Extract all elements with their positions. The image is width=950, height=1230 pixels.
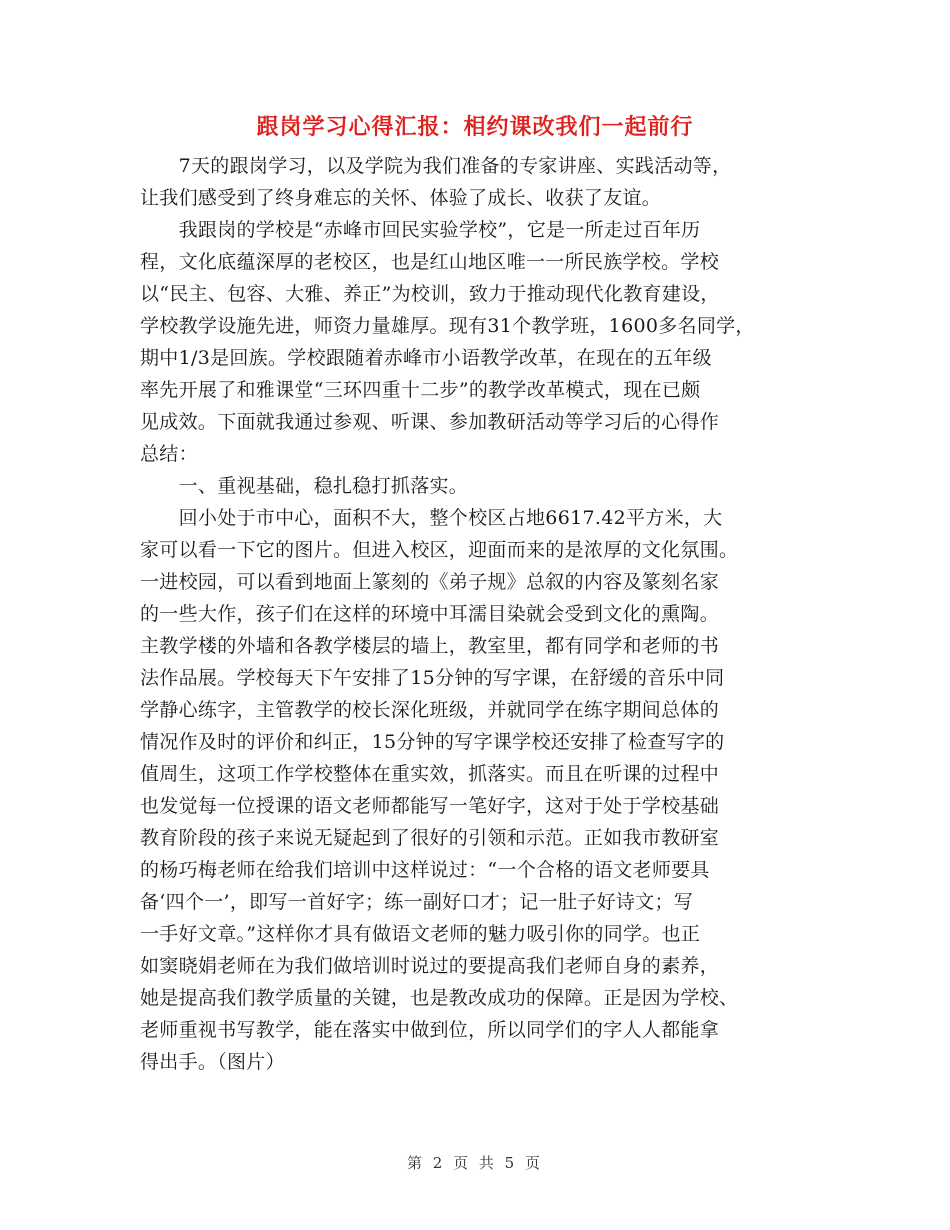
paragraph-line: 备‘四个一’，即写一首好字；练一副好口才；记一肚子好诗文；写 — [140, 891, 694, 913]
paragraph-line: 我跟岗的学校是“赤峰市回民实验学校”，它是一所走过百年历 — [140, 219, 701, 241]
paragraph-line: 期中1/3是回族。学校跟随着赤峰市小语教学改革，在现在的五年级 — [140, 347, 712, 369]
paragraph-line: 主教学楼的外墙和各教学楼层的墙上，教室里，都有同学和老师的书 — [140, 635, 720, 657]
paragraph-line: 法作品展。学校每天下午安排了15分钟的写字课，在舒缓的音乐中同 — [140, 667, 725, 689]
paragraph-line: 一进校园，可以看到地面上篆刻的《弟子规》总叙的内容及篆刻名家 — [140, 571, 720, 593]
paragraph-line: 程，文化底蕴深厚的老校区，也是红山地区唯一一所民族学校。学校 — [140, 251, 720, 273]
page-footer: 第 2 页 共 5 页 — [407, 1154, 543, 1172]
paragraph-line: 率先开展了和雅课堂“三环四重十二步”的教学改革模式，现在已颇 — [140, 379, 701, 401]
paragraph-line: 的杨巧梅老师在给我们培训中这样说过：“一个合格的语文老师要具 — [140, 859, 710, 881]
paragraph-line: 老师重视书写教学，能在落实中做到位，所以同学们的字人人都能拿 — [140, 1019, 720, 1041]
paragraph-line: 家可以看一下它的图片。但进入校区，迎面而来的是浓厚的文化氛围。 — [140, 539, 739, 561]
paragraph-line: 值周生，这项工作学校整体在重实效，抓落实。而且在听课的过程中 — [140, 763, 720, 785]
paragraph-line: 学校教学设施先进，师资力量雄厚。现有31个教学班，1600多名同学， — [140, 315, 755, 337]
paragraph-line: 她是提高我们教学质量的关键，也是教改成功的保障。正是因为学校、 — [140, 987, 739, 1009]
paragraph-line: 也发觉每一位授课的语文老师都能写一笔好字，这对于处于学校基础 — [140, 795, 720, 817]
paragraph-line: 7天的跟岗学习，以及学院为我们准备的专家讲座、实践活动等， — [140, 155, 732, 177]
paragraph-line: 让我们感受到了终身难忘的关怀、体验了成长、收获了友谊。 — [140, 187, 662, 209]
document-body — [140, 150, 810, 1078]
paragraph-line: 学静心练字，主管教学的校长深化班级，并就同学在练字期间总体的 — [140, 699, 720, 721]
paragraph-line: 如窦晓娟老师在为我们做培训时说过的要提高我们老师自身的素养， — [140, 955, 720, 977]
paragraph-line: 得出手。（图片） — [140, 1051, 285, 1073]
paragraph-line: 一手好文章。”这样你才具有做语文老师的魅力吸引你的同学。也正 — [140, 923, 701, 945]
paragraph-line: 回小处于市中心，面积不大，整个校区占地6617.42平方米，大 — [140, 507, 723, 529]
paragraph-line: 见成效。下面就我通过参观、听课、参加教研活动等学习后的心得作 — [140, 411, 720, 433]
paragraph-line: 的一些大作，孩子们在这样的环境中耳濡目染就会受到文化的熏陶。 — [140, 603, 720, 625]
paragraph-line: 教育阶段的孩子来说无疑起到了很好的引领和示范。正如我市教研室 — [140, 827, 720, 849]
paragraph-line: 总结： — [140, 443, 198, 465]
document-title: 跟岗学习心得汇报：相约课改我们一起前行 — [256, 115, 694, 140]
paragraph-line: 情况作及时的评价和纠正，15分钟的写字课学校还安排了检查写字的 — [140, 731, 725, 753]
section-heading: 一、重视基础，稳扎稳打抓落实。 — [140, 475, 469, 497]
paragraph-line: 以“民主、包容、大雅、养正”为校训，致力于推动现代化教育建设， — [140, 283, 720, 305]
